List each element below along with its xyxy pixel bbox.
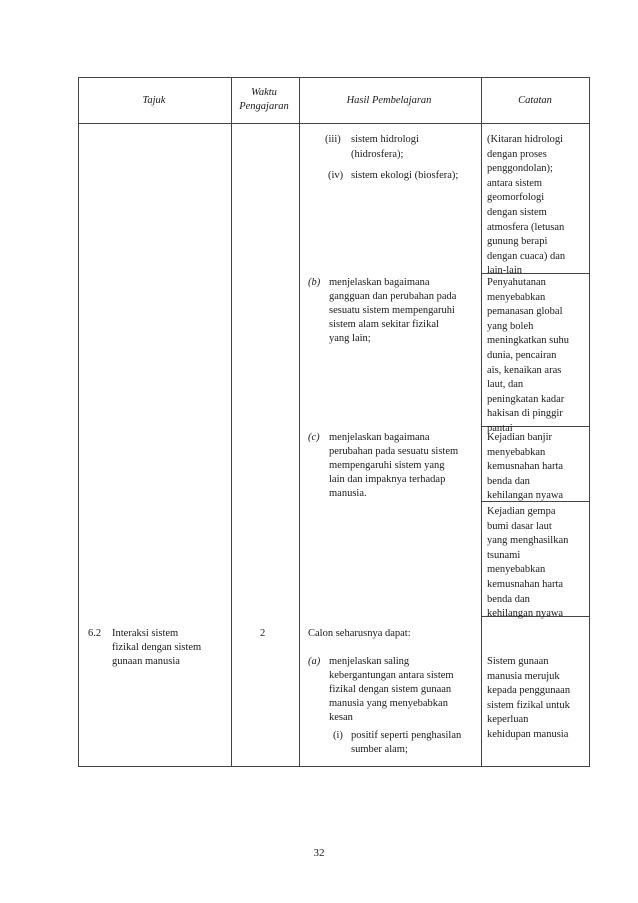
item-i-line: sumber alam;	[351, 744, 408, 755]
item-marker-iv: (iv)	[328, 170, 344, 181]
header-catatan: Catatan	[518, 95, 552, 106]
note-line: menyebabkan	[487, 291, 546, 303]
note-line: sistem fizikal untuk	[487, 699, 570, 711]
note-line: manusia merujuk	[487, 670, 560, 682]
note-line: lain-lain	[487, 265, 522, 277]
header-waktu-line2: Pengajaran	[239, 101, 289, 112]
item-c-line: manusia.	[329, 488, 367, 499]
note-line: kepada penggunaan	[487, 685, 571, 697]
note-line: benda dan	[487, 593, 530, 605]
header-hasil: Hasil Pembelajaran	[346, 95, 432, 106]
item-c-line: lain dan impaknya terhadap	[329, 474, 446, 485]
topic-line: gunaan manusia	[112, 656, 180, 667]
topic-line: Interaksi sistem	[112, 628, 179, 639]
note-line: gunung berapi	[487, 236, 548, 248]
note-line: Kejadian gempa	[487, 506, 556, 517]
note-line: antara sistem	[487, 177, 543, 189]
item-b-line: sistem alam sekitar fizikal	[329, 319, 439, 330]
item-marker-b: (b)	[308, 277, 321, 288]
page-number: 32	[313, 847, 325, 859]
item-marker-i: (i)	[333, 730, 343, 741]
item-c-line: menjelaskan bagaimana	[329, 432, 430, 443]
item-a-line: kesan	[329, 712, 353, 723]
item-iii-line: (hidrosfera);	[351, 149, 404, 160]
topic-line: fizikal dengan sistem	[112, 642, 202, 653]
calon-intro: Calon seharusnya dapat:	[308, 628, 411, 639]
note-line: pantai	[487, 422, 513, 434]
note-penyahutanan	[487, 276, 589, 437]
note-line: kehilangan nyawa	[487, 608, 564, 620]
note-line: Kejadian banjir	[487, 432, 553, 443]
note-banjir	[487, 431, 589, 504]
note-line: yang menghasilkan	[487, 535, 569, 547]
note-line: kemusnahan harta	[487, 461, 564, 473]
item-c-line: mempengaruhi sistem yang	[329, 460, 445, 471]
column-divider	[231, 78, 232, 766]
note-line: keperluan	[487, 714, 529, 726]
note-line: pemanasan global	[487, 306, 563, 318]
item-marker-iii: (iii)	[325, 134, 341, 145]
topic-number: 6.2	[88, 628, 102, 639]
note-line: meningkatkan suhu	[487, 335, 569, 347]
item-a-line: menjelaskan saling	[329, 656, 410, 667]
note-line: ais, kenaikan aras	[487, 364, 562, 376]
item-b-line: menjelaskan bagaimana	[329, 277, 430, 288]
item-i-line: positif seperti penghasilan	[351, 730, 462, 741]
note-line: menyebabkan	[487, 446, 546, 458]
column-divider	[299, 78, 300, 766]
note-line: hakisan di pinggir	[487, 408, 563, 420]
note-line: atmosfera (letusan	[487, 221, 565, 233]
item-a-line: manusia yang menyebabkan	[329, 698, 448, 709]
note-line: kehilangan nyawa	[487, 490, 564, 502]
note-line: dengan cuaca) dan	[487, 250, 566, 262]
note-line: benda dan	[487, 475, 530, 487]
note-line: dengan proses	[487, 148, 547, 160]
note-hidrologi	[487, 133, 589, 279]
note-gempa	[487, 505, 589, 622]
note-line: kemusnahan harta	[487, 578, 564, 590]
note-line: dunia, pencairan	[487, 349, 557, 361]
item-b-line: gangguan dan perubahan pada	[329, 291, 457, 302]
note-line: Penyahutanan	[487, 277, 546, 288]
header-tajuk: Tajuk	[142, 95, 166, 106]
note-line: (Kitaran hidrologi	[487, 134, 564, 145]
note-line: laut, dan	[487, 379, 524, 391]
note-line: bumi dasar laut	[487, 520, 552, 532]
note-line: tsunami	[487, 549, 521, 561]
item-b-line: sesuatu sistem mempengaruhi	[329, 305, 455, 316]
header-waktu-line1: Waktu	[251, 87, 277, 98]
note-sistem-gunaan	[487, 655, 589, 743]
note-line: kehidupan manusia	[487, 728, 569, 740]
note-line: menyebabkan	[487, 564, 546, 576]
item-b-line: yang lain;	[329, 333, 371, 344]
item-c-line: perubahan pada sesuatu sistem	[329, 446, 459, 457]
item-iv-line: sistem ekologi (biosfera);	[351, 170, 459, 181]
note-line: geomorfologi	[487, 192, 545, 204]
note-line: dengan sistem	[487, 206, 547, 218]
item-marker-a: (a)	[308, 656, 321, 667]
item-marker-c: (c)	[308, 432, 320, 443]
header-divider	[79, 123, 589, 124]
note-line: peningkatan kadar	[487, 393, 565, 405]
note-line: penggondolan);	[487, 163, 553, 175]
item-a-line: kebergantungan antara sistem	[329, 670, 454, 681]
item-a-line: fizikal dengan sistem gunaan	[329, 684, 452, 695]
item-iii-line: sistem hidrologi	[351, 134, 419, 145]
note-line: Sistem gunaan	[487, 656, 549, 667]
waktu-value: 2	[260, 628, 266, 639]
column-divider	[481, 78, 482, 766]
note-line: yang boleh	[487, 320, 534, 332]
